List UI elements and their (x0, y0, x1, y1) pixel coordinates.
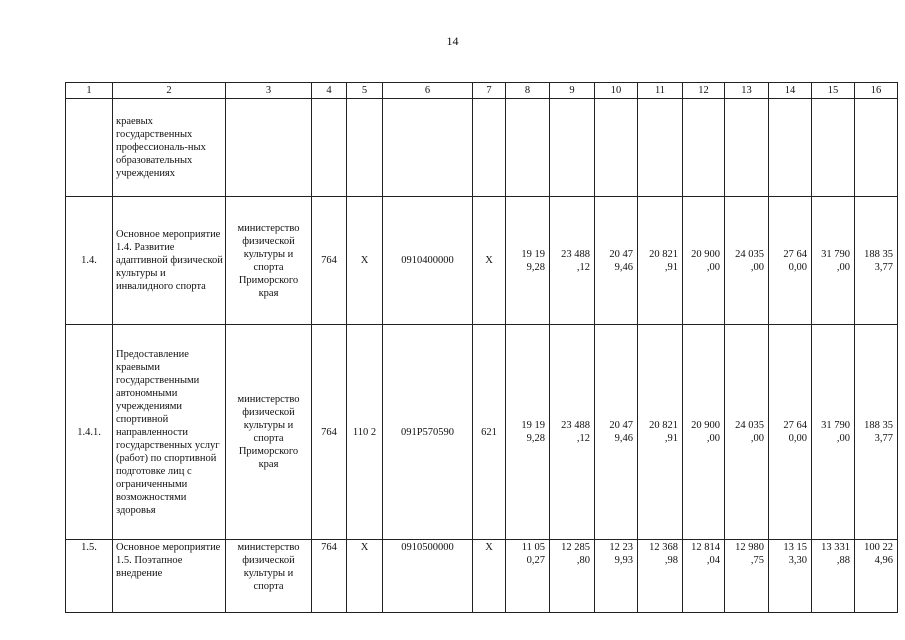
responsible-executor-cell: министерство физической культуры и спорта Приморского края (226, 197, 312, 325)
funding-value-cell: 20 47 9,46 (595, 325, 638, 540)
funding-value-cell: 23 488 ,12 (550, 325, 595, 540)
table-row (66, 540, 898, 613)
table-row (66, 99, 898, 197)
funding-value-cell: 20 900 ,00 (683, 325, 725, 540)
vr-code-cell (473, 99, 506, 197)
funding-value-cell (812, 99, 855, 197)
funding-value-cell: 20 900 ,00 (683, 197, 725, 325)
funding-value-cell (550, 99, 595, 197)
activity-name-cell: Основное мероприятие 1.5. Поэтапное внедрение (113, 540, 226, 613)
grbs-code-cell: 764 (312, 325, 347, 540)
funding-value-cell: 188 35 3,77 (855, 325, 898, 540)
activity-name-cell: Предоставление краевыми государственными автономными учреждениями спортивной направленности государственных услуг (работ) по спортивной подготовке лиц с ограниченными возможностями здоровья (113, 325, 226, 540)
funding-value-cell: 19 19 9,28 (506, 197, 550, 325)
funding-value-cell: 20 821 ,91 (638, 197, 683, 325)
grbs-code-cell: 764 (312, 540, 347, 613)
funding-value-cell: 20 821 ,91 (638, 325, 683, 540)
rzpr-code-cell: 110 2 (347, 325, 383, 540)
vr-code-cell: X (473, 540, 506, 613)
table-row (66, 325, 898, 540)
funding-value-cell: 12 980 ,75 (725, 540, 769, 613)
column-number-header: 11 (638, 83, 683, 99)
funding-value-cell: 19 19 9,28 (506, 325, 550, 540)
funding-value-cell (506, 99, 550, 197)
column-number-header: 6 (383, 83, 473, 99)
rzpr-code-cell: X (347, 197, 383, 325)
responsible-executor-cell: министерство физической культуры и спорта (226, 540, 312, 613)
row-number-cell (66, 99, 113, 197)
funding-value-cell (683, 99, 725, 197)
vr-code-cell: X (473, 197, 506, 325)
row-number-cell: 1.5. (66, 540, 113, 613)
column-number-header: 15 (812, 83, 855, 99)
activity-name-cell: краевых государственных профессиональ-ных образовательных учреждениях (113, 99, 226, 197)
funding-value-cell: 24 035 ,00 (725, 325, 769, 540)
funding-value-cell: 31 790 ,00 (812, 325, 855, 540)
funding-value-cell (725, 99, 769, 197)
column-number-header: 14 (769, 83, 812, 99)
column-number-header: 1 (66, 83, 113, 99)
funding-value-cell: 188 35 3,77 (855, 197, 898, 325)
page-number: 14 (446, 34, 459, 48)
funding-value-cell (638, 99, 683, 197)
table-header-row (66, 83, 898, 99)
program-table (65, 82, 898, 613)
responsible-executor-cell: министерство физической культуры и спорта Приморского края (226, 325, 312, 540)
responsible-executor-cell (226, 99, 312, 197)
column-number-header: 13 (725, 83, 769, 99)
row-number-cell: 1.4. (66, 197, 113, 325)
csr-code-cell: 0910500000 (383, 540, 473, 613)
funding-value-cell: 12 23 9,93 (595, 540, 638, 613)
column-number-header: 8 (506, 83, 550, 99)
activity-name-cell: Основное мероприятие 1.4. Развитие адаптивной физической культуры и инвалидного спорта (113, 197, 226, 325)
column-number-header: 9 (550, 83, 595, 99)
funding-value-cell (769, 99, 812, 197)
funding-value-cell: 12 285 ,80 (550, 540, 595, 613)
funding-value-cell: 13 331 ,88 (812, 540, 855, 613)
grbs-code-cell: 764 (312, 197, 347, 325)
funding-value-cell: 24 035 ,00 (725, 197, 769, 325)
funding-value-cell: 11 05 0,27 (506, 540, 550, 613)
funding-value-cell: 27 64 0,00 (769, 197, 812, 325)
csr-code-cell (383, 99, 473, 197)
column-number-header: 5 (347, 83, 383, 99)
column-number-header: 4 (312, 83, 347, 99)
program-table-container (65, 82, 893, 598)
column-number-header: 10 (595, 83, 638, 99)
funding-value-cell (855, 99, 898, 197)
funding-value-cell: 13 15 3,30 (769, 540, 812, 613)
funding-value-cell: 31 790 ,00 (812, 197, 855, 325)
column-number-header: 3 (226, 83, 312, 99)
funding-value-cell (595, 99, 638, 197)
funding-value-cell: 12 368 ,98 (638, 540, 683, 613)
table-row (66, 197, 898, 325)
funding-value-cell: 100 22 4,96 (855, 540, 898, 613)
funding-value-cell: 23 488 ,12 (550, 197, 595, 325)
column-number-header: 2 (113, 83, 226, 99)
funding-value-cell: 20 47 9,46 (595, 197, 638, 325)
csr-code-cell: 091P570590 (383, 325, 473, 540)
row-number-cell: 1.4.1. (66, 325, 113, 540)
vr-code-cell: 621 (473, 325, 506, 540)
funding-value-cell: 27 64 0,00 (769, 325, 812, 540)
rzpr-code-cell (347, 99, 383, 197)
column-number-header: 16 (855, 83, 898, 99)
funding-value-cell: 12 814 ,04 (683, 540, 725, 613)
csr-code-cell: 0910400000 (383, 197, 473, 325)
column-number-header: 12 (683, 83, 725, 99)
column-number-header: 7 (473, 83, 506, 99)
rzpr-code-cell: X (347, 540, 383, 613)
grbs-code-cell (312, 99, 347, 197)
